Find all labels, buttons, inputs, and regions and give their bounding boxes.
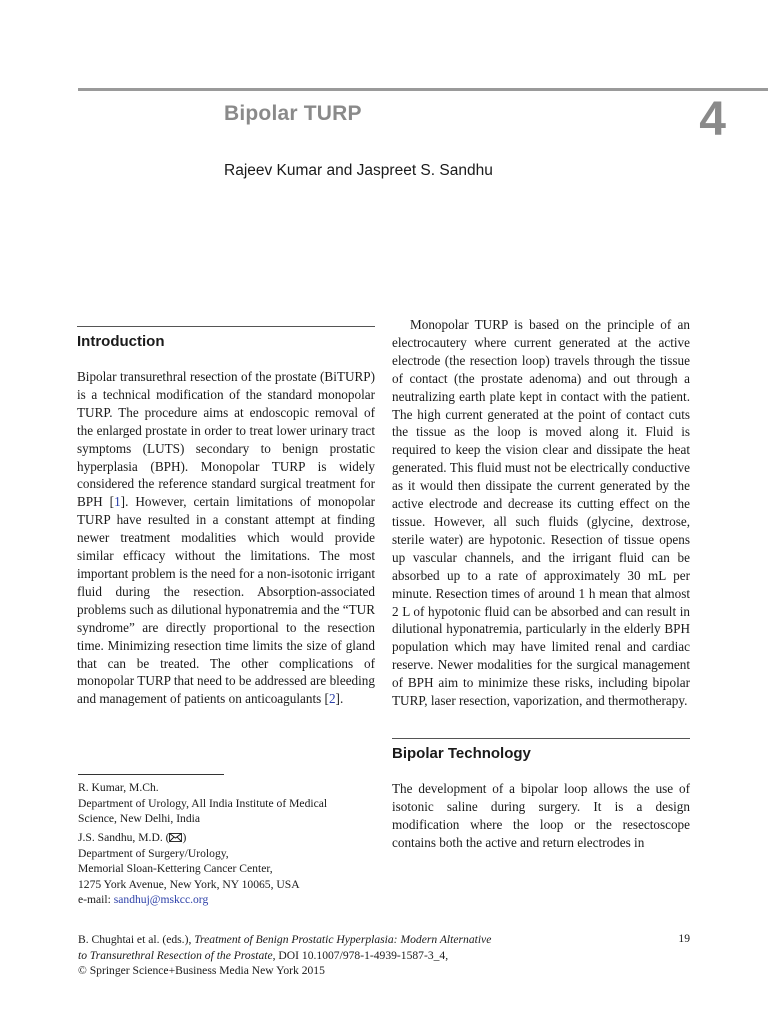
affiliation-sandhu bbox=[78, 830, 378, 908]
author-name: J.S. Sandhu, M.D. ( bbox=[78, 831, 170, 844]
chapter-header-rule bbox=[78, 88, 768, 91]
footer-book-title-cont: to Transurethral Resection of the Prostate bbox=[78, 948, 273, 962]
affiliation-line: Department of Surgery/Urology, bbox=[78, 846, 229, 860]
email-link[interactable]: sandhuj@mskcc.org bbox=[113, 893, 209, 906]
chapter-authors: Rajeev Kumar and Jaspreet S. Sandhu bbox=[224, 162, 493, 179]
intro-text-part-2: ]. However, certain limitations of monopolar TURP have resulted in a constant attempt at finding newer treatment modalities which would provide similar efficacy without the limitations. The most important problem is the need for a non-isotonic irrigant fluid during the resection. Absorption-associated problems such as dilutional hyponatremia and the “TUR syndrome” are directly proportional to the resection time. Minimizing resection time limits the size of gland that can be treated. The other complications of monopolar TURP that need to be addressed are bleeding and management of patients on anticoagulants [ bbox=[77, 494, 375, 707]
monopolar-paragraph: Monopolar TURP is based on the principle of an electrocautery where current generated at the active electrode (the resection loop) travels through the tissue of contact (the prostate adenoma) and out through a neutralizing earth plate kept in contact with the patient. The high current generated at the point of contact cuts the tissue as the loop is moved along it. Fluid is required to keep the vision clear and dissipate the heat generated. This fluid must not be electrically conductive as it would then dissipate the current generated by the active electrode and decrease its cutting effect on the tissue. However, all such fluids (glycine, dextrose, sterile water) are hypotonic. Resection of tissue opens up vascular channels, and the irrigant fluid can be absorbed up to a rate of approximately 30 mL per minute. Resection times of around 1 h mean that almost 2 L of hypotonic fluid can be absorbed and can result in dilutional hyponatremia, particularly in the elderly BPH population which may have limited renal and cardiac reserve. Newer modalities for the surgical management of BPH aim to minimize these risks, including bipolar TURP, laser resection, vaporization, and thermotherapy. bbox=[392, 317, 690, 709]
citation-link-1[interactable]: 1 bbox=[114, 494, 121, 510]
footer-book-title: Treatment of Benign Prostatic Hyperplasia: Modern Alternative bbox=[194, 933, 492, 946]
bipolar-technology-paragraph: The development of a bipolar loop allows the use of isotonic saline during surgery. It is a design modification where the loop or the resectoscope contains both the active and return electrodes in bbox=[392, 780, 690, 850]
introduction-heading: Introduction bbox=[77, 333, 165, 350]
email-label: e-mail: bbox=[78, 893, 114, 906]
footer-copyright: © Springer Science+Business Media New York 2015 bbox=[78, 964, 325, 977]
section-rule bbox=[77, 326, 375, 327]
affiliation-line: Memorial Sloan-Kettering Cancer Center, bbox=[78, 862, 273, 875]
chapter-title: Bipolar TURP bbox=[224, 102, 362, 125]
introduction-paragraph bbox=[77, 368, 375, 708]
page-number: 19 bbox=[678, 932, 690, 945]
author-name: R. Kumar, M.Ch. bbox=[78, 781, 159, 794]
citation-footer bbox=[78, 932, 698, 979]
citation-link-2[interactable]: 2 bbox=[328, 691, 336, 707]
author-name-line bbox=[78, 830, 378, 846]
affiliation-line: 1275 York Avenue, New York, NY 10065, USA bbox=[78, 877, 300, 891]
section-rule bbox=[392, 738, 690, 739]
footnote-rule bbox=[78, 774, 224, 775]
footer-doi: , DOI 10.1007/978-1-4939-1587-3_4, bbox=[272, 948, 449, 962]
footer-editors: B. Chughtai et al. (eds.), bbox=[78, 933, 195, 946]
affiliation-kumar bbox=[78, 780, 378, 827]
author-name-end: ) bbox=[182, 831, 187, 844]
affiliation-line: Science, New Delhi, India bbox=[78, 812, 201, 825]
intro-text-part-3: ]. bbox=[335, 691, 344, 707]
envelope-icon bbox=[169, 833, 182, 842]
bipolar-technology-heading: Bipolar Technology bbox=[392, 744, 531, 762]
right-column bbox=[392, 316, 690, 852]
intro-text-part-1: Bipolar transurethral resection of the prostate (BiTURP) is a technical modification of the standard monopolar TURP. The procedure aims at endoscopic removal of the enlarged prostate in order to treat lower urinary tract symptoms (LUTS) secondary to benign prostatic hyperplasia (BPH). Monopolar TURP is widely considered the reference standard surgical treatment for BPH [ bbox=[77, 369, 375, 510]
footer-line-2 bbox=[78, 948, 698, 964]
footer-line-1 bbox=[78, 932, 698, 948]
left-column bbox=[77, 326, 375, 708]
email-line bbox=[78, 892, 378, 908]
affiliation-line: Department of Urology, All India Institute of Medical bbox=[78, 796, 328, 810]
chapter-number: 4 bbox=[699, 93, 726, 146]
